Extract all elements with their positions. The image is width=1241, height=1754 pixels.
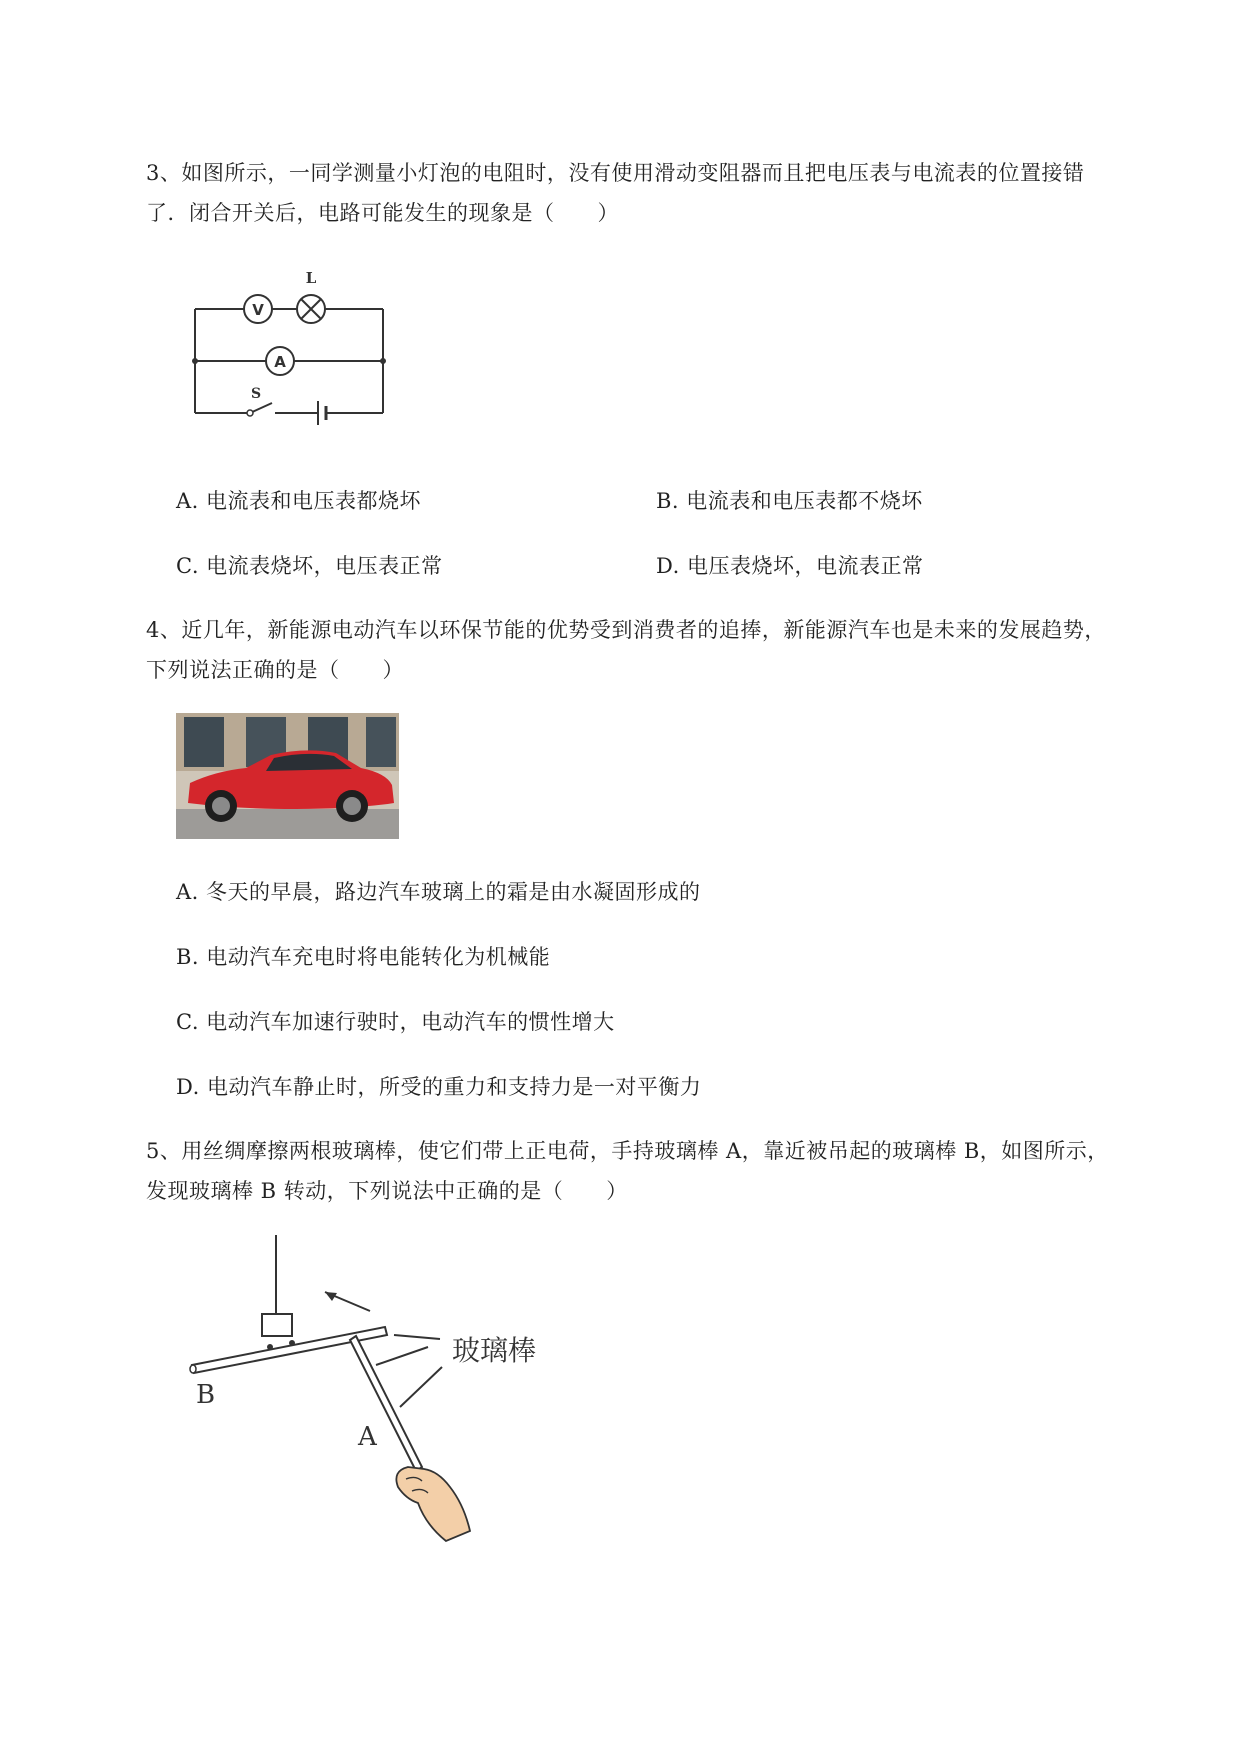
q5-stem-line1: 5、用丝绸摩擦两根玻璃棒，使它们带上正电荷，手持玻璃棒 A，靠近被吊起的玻璃棒 B，如图所示，	[146, 1139, 1109, 1163]
q3-stem-line1: 3、如图所示，一同学测量小灯泡的电阻时，没有使用滑动变阻器而且把电压表与电流表的位置接错	[146, 161, 1085, 185]
q5-glass-rod-diagram	[180, 1235, 570, 1555]
q4-option-b: B. 电动汽车充电时将电能转化为机械能	[176, 945, 551, 969]
ammeter-symbol: A	[274, 353, 286, 371]
rod-label: 玻璃棒	[452, 1334, 537, 1367]
lamp-label: L	[305, 269, 317, 287]
q4-stem-line2: 下列说法正确的是（ ）	[146, 658, 404, 682]
label-b: B	[196, 1380, 216, 1410]
q3-option-a: A. 电流表和电压表都烧坏	[176, 489, 422, 513]
voltmeter-symbol: V	[252, 301, 264, 319]
q4-stem-line1: 4、近几年，新能源电动汽车以环保节能的优势受到消费者的追捧，新能源汽车也是未来的发展趋势，	[146, 618, 1106, 642]
rod-holder	[262, 1314, 292, 1336]
q4-option-d: D. 电动汽车静止时，所受的重力和支持力是一对平衡力	[176, 1075, 702, 1099]
q3-stem-line2: 了．闭合开关后，电路可能发生的现象是（ ）	[146, 201, 619, 225]
junction-right	[380, 358, 386, 364]
q4-car-photo	[176, 713, 399, 839]
q3-option-c: C. 电流表烧坏，电压表正常	[176, 554, 443, 578]
q4-option-c: C. 电动汽车加速行驶时，电动汽车的惯性增大	[176, 1010, 615, 1034]
car-image-icon	[176, 713, 399, 839]
q3-option-b: B. 电流表和电压表都不烧坏	[656, 489, 923, 513]
q3-circuit-diagram	[180, 265, 400, 435]
label-a: A	[358, 1422, 377, 1452]
switch-label: S	[250, 386, 262, 402]
switch-pivot	[247, 410, 253, 416]
q5-stem-line2: 发现玻璃棒 B 转动，下列说法中正确的是（ ）	[146, 1179, 628, 1203]
junction-left	[192, 358, 198, 364]
q3-option-d: D. 电压表烧坏，电流表正常	[656, 554, 924, 578]
q4-option-a: A. 冬天的早晨，路边汽车玻璃上的霜是由水凝固形成的	[176, 880, 701, 904]
